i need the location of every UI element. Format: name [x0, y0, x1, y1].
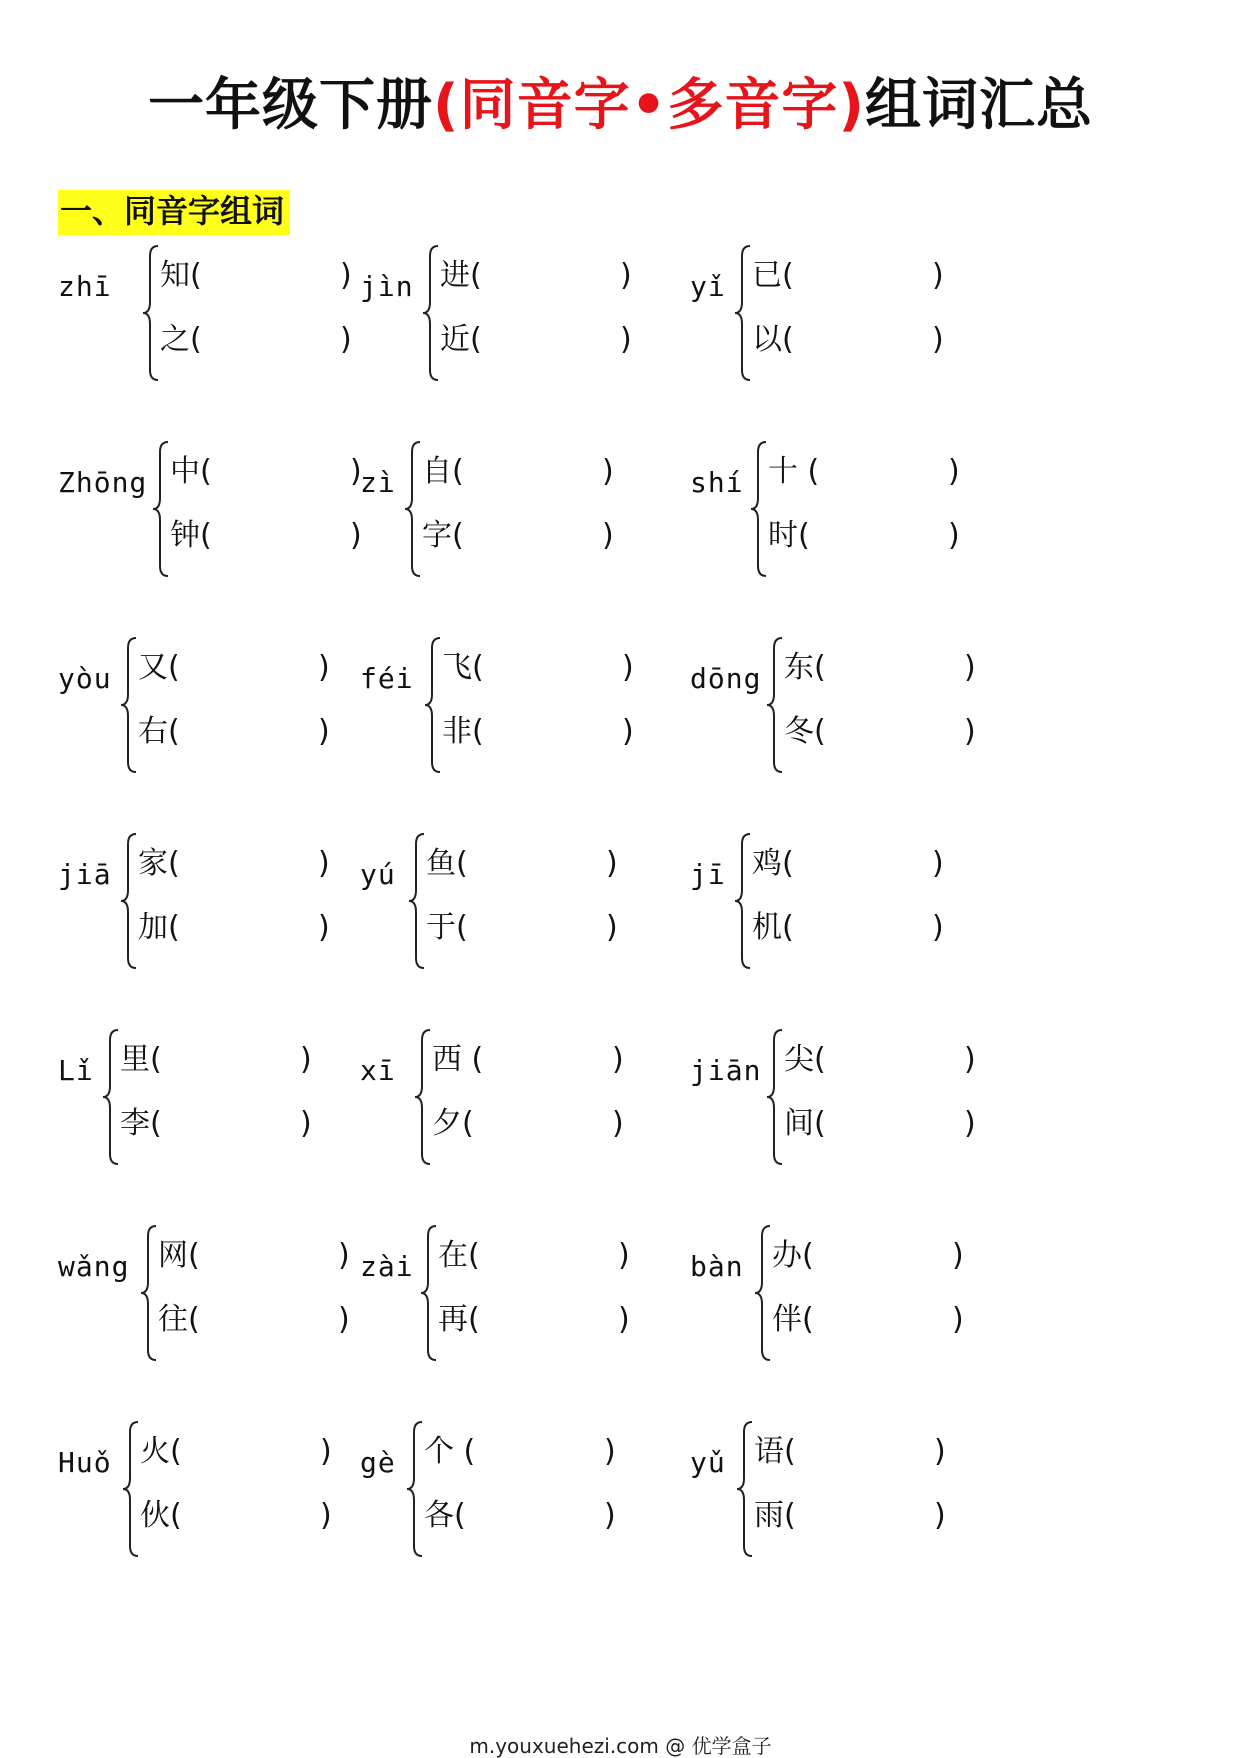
character-label: 字(: [422, 518, 464, 553]
fill-in-line: [138, 844, 368, 884]
blank-close-paren: ): [606, 846, 618, 881]
pinyin-label: Huǒ: [58, 1446, 112, 1479]
blank-close-paren: ): [350, 454, 362, 489]
brace-icon: [122, 1420, 140, 1558]
character-label: 雨(: [754, 1498, 796, 1533]
blank-close-paren: ): [320, 1498, 332, 1533]
blank-close-paren: ): [620, 322, 632, 357]
fill-in-line: [426, 908, 656, 948]
blank-close-paren: ): [602, 518, 614, 553]
brace-icon: [754, 1224, 772, 1362]
brace-icon: [120, 832, 138, 970]
character-label: 飞(: [442, 650, 484, 685]
homophone-group: [690, 828, 1090, 988]
brace-icon: [422, 244, 440, 382]
character-label: 往(: [158, 1302, 200, 1337]
character-label: 知(: [160, 258, 202, 293]
character-label: 李(: [120, 1106, 162, 1141]
fill-in-line: [784, 1104, 1014, 1144]
blank-close-paren: ): [612, 1106, 624, 1141]
pinyin-label: zì: [360, 466, 396, 499]
blank-close-paren: ): [618, 1302, 630, 1337]
brace-icon: [420, 1224, 438, 1362]
homophone-group: [690, 240, 1090, 400]
brace-icon: [120, 636, 138, 774]
homophone-group: [690, 436, 1090, 596]
fill-in-line: [140, 1496, 370, 1536]
fill-in-line: [138, 908, 368, 948]
brace-icon: [140, 1224, 158, 1362]
pinyin-label: yòu: [58, 662, 112, 695]
blank-close-paren: ): [964, 714, 976, 749]
group-row: [0, 1416, 1241, 1612]
blank-close-paren: ): [934, 1434, 946, 1469]
character-label: 在(: [438, 1238, 480, 1273]
blank-close-paren: ): [338, 1238, 350, 1273]
character-label: 个 (: [424, 1434, 476, 1469]
group-row: [0, 1024, 1241, 1220]
pinyin-label: féi: [360, 662, 414, 695]
character-label: 加(: [138, 910, 180, 945]
fill-in-line: [432, 1104, 662, 1144]
title-part-2: (同音字•多音字): [433, 73, 865, 138]
pinyin-label: shí: [690, 466, 744, 499]
blank-close-paren: ): [952, 1302, 964, 1337]
fill-in-line: [772, 1300, 1002, 1340]
fill-in-line: [422, 516, 652, 556]
blank-close-paren: ): [932, 258, 944, 293]
pinyin-label: gè: [360, 1446, 396, 1479]
character-label: 办(: [772, 1238, 814, 1273]
blank-close-paren: ): [300, 1042, 312, 1077]
blank-close-paren: ): [320, 1434, 332, 1469]
homophone-group: [690, 1416, 1090, 1576]
pinyin-label: bàn: [690, 1250, 744, 1283]
character-label: 网(: [158, 1238, 200, 1273]
blank-close-paren: ): [318, 910, 330, 945]
fill-in-line: [768, 452, 998, 492]
pinyin-label: dōng: [690, 662, 762, 695]
homophone-group: [690, 1024, 1090, 1184]
group-row: [0, 632, 1241, 828]
fill-in-line: [768, 516, 998, 556]
fill-in-line: [424, 1496, 654, 1536]
character-label: 尖(: [784, 1042, 826, 1077]
blank-close-paren: ): [604, 1434, 616, 1469]
blank-close-paren: ): [948, 518, 960, 553]
blank-close-paren: ): [340, 258, 352, 293]
blank-close-paren: ): [934, 1498, 946, 1533]
character-label: 又(: [138, 650, 180, 685]
brace-icon: [152, 440, 170, 578]
group-row: [0, 1220, 1241, 1416]
fill-in-line: [442, 648, 672, 688]
pinyin-label: wǎng: [58, 1250, 130, 1283]
fill-in-line: [440, 256, 670, 296]
brace-icon: [424, 636, 442, 774]
character-label: 中(: [170, 454, 212, 489]
fill-in-line: [784, 1040, 1014, 1080]
fill-in-line: [158, 1236, 388, 1276]
pinyin-label: yǔ: [690, 1446, 726, 1479]
character-label: 间(: [784, 1106, 826, 1141]
blank-close-paren: ): [318, 714, 330, 749]
fill-in-line: [432, 1040, 662, 1080]
brace-icon: [750, 440, 768, 578]
group-row: [0, 240, 1241, 436]
blank-close-paren: ): [932, 846, 944, 881]
brace-icon: [766, 1028, 784, 1166]
blank-close-paren: ): [964, 1106, 976, 1141]
blank-close-paren: ): [964, 1042, 976, 1077]
fill-in-line: [754, 1432, 984, 1472]
blank-close-paren: ): [318, 650, 330, 685]
blank-close-paren: ): [606, 910, 618, 945]
fill-in-line: [158, 1300, 388, 1340]
character-label: 鱼(: [426, 846, 468, 881]
fill-in-line: [438, 1236, 668, 1276]
section-heading: 一、同音字组词: [58, 190, 290, 235]
character-label: 机(: [752, 910, 794, 945]
character-label: 十 (: [768, 454, 820, 489]
blank-close-paren: ): [620, 258, 632, 293]
character-label: 于(: [426, 910, 468, 945]
pinyin-label: xī: [360, 1054, 396, 1087]
fill-in-line: [120, 1104, 350, 1144]
blank-close-paren: ): [300, 1106, 312, 1141]
character-label: 右(: [138, 714, 180, 749]
homophone-group: [690, 632, 1090, 792]
group-row: [0, 828, 1241, 1024]
character-label: 进(: [440, 258, 482, 293]
fill-in-line: [752, 256, 982, 296]
character-label: 夕(: [432, 1106, 474, 1141]
brace-icon: [408, 832, 426, 970]
pinyin-label: Zhōng: [58, 466, 148, 499]
character-label: 时(: [768, 518, 810, 553]
brace-icon: [142, 244, 160, 382]
fill-in-line: [438, 1300, 668, 1340]
character-label: 钟(: [170, 518, 212, 553]
blank-close-paren: ): [932, 910, 944, 945]
fill-in-line: [752, 908, 982, 948]
blank-close-paren: ): [948, 454, 960, 489]
fill-in-line: [784, 648, 1014, 688]
character-label: 东(: [784, 650, 826, 685]
character-label: 自(: [422, 454, 464, 489]
character-label: 再(: [438, 1302, 480, 1337]
character-label: 以(: [752, 322, 794, 357]
character-label: 家(: [138, 846, 180, 881]
title-part-1: 一年级下册: [148, 73, 433, 138]
blank-close-paren: ): [602, 454, 614, 489]
character-label: 各(: [424, 1498, 466, 1533]
brace-icon: [734, 244, 752, 382]
character-label: 语(: [754, 1434, 796, 1469]
blank-close-paren: ): [338, 1302, 350, 1337]
blank-close-paren: ): [350, 518, 362, 553]
character-label: 非(: [442, 714, 484, 749]
fill-in-line: [752, 320, 982, 360]
fill-in-line: [442, 712, 672, 752]
fill-in-line: [754, 1496, 984, 1536]
pinyin-label: zài: [360, 1250, 414, 1283]
blank-close-paren: ): [612, 1042, 624, 1077]
character-label: 已(: [752, 258, 794, 293]
character-label: 之(: [160, 322, 202, 357]
character-label: 火(: [140, 1434, 182, 1469]
brace-icon: [766, 636, 784, 774]
page-title: [0, 72, 1241, 139]
character-label: 西 (: [432, 1042, 484, 1077]
pinyin-label: jiān: [690, 1054, 762, 1087]
title-part-3: 组词汇总: [864, 73, 1093, 138]
group-row: [0, 436, 1241, 632]
character-label: 鸡(: [752, 846, 794, 881]
brace-icon: [102, 1028, 120, 1166]
homophone-group: [690, 1220, 1090, 1380]
fill-in-line: [440, 320, 670, 360]
fill-in-line: [424, 1432, 654, 1472]
brace-icon: [404, 440, 422, 578]
footer-text: m.youxuehezi.com @ 优学盒子: [469, 1734, 772, 1758]
character-label: 伴(: [772, 1302, 814, 1337]
pinyin-label: Lǐ: [58, 1054, 94, 1087]
blank-close-paren: ): [622, 714, 634, 749]
pinyin-label: zhī: [58, 270, 112, 303]
blank-close-paren: ): [964, 650, 976, 685]
brace-icon: [406, 1420, 424, 1558]
blank-close-paren: ): [618, 1238, 630, 1273]
character-label: 冬(: [784, 714, 826, 749]
character-label: 里(: [120, 1042, 162, 1077]
fill-in-line: [138, 712, 368, 752]
brace-icon: [736, 1420, 754, 1558]
blank-close-paren: ): [604, 1498, 616, 1533]
fill-in-line: [772, 1236, 1002, 1276]
character-label: 近(: [440, 322, 482, 357]
fill-in-line: [160, 320, 390, 360]
pinyin-label: jī: [690, 858, 726, 891]
fill-in-line: [138, 648, 368, 688]
pinyin-label: yǐ: [690, 270, 726, 303]
fill-in-line: [752, 844, 982, 884]
fill-in-line: [426, 844, 656, 884]
fill-in-line: [784, 712, 1014, 752]
fill-in-line: [120, 1040, 350, 1080]
word-groups: [0, 240, 1241, 1612]
brace-icon: [414, 1028, 432, 1166]
fill-in-line: [422, 452, 652, 492]
fill-in-line: [140, 1432, 370, 1472]
blank-close-paren: ): [952, 1238, 964, 1273]
character-label: 伙(: [140, 1498, 182, 1533]
blank-close-paren: ): [340, 322, 352, 357]
pinyin-label: jìn: [360, 270, 414, 303]
fill-in-line: [160, 256, 390, 296]
brace-icon: [734, 832, 752, 970]
blank-close-paren: ): [622, 650, 634, 685]
blank-close-paren: ): [932, 322, 944, 357]
blank-close-paren: ): [318, 846, 330, 881]
pinyin-label: yú: [360, 858, 396, 891]
pinyin-label: jiā: [58, 858, 112, 891]
